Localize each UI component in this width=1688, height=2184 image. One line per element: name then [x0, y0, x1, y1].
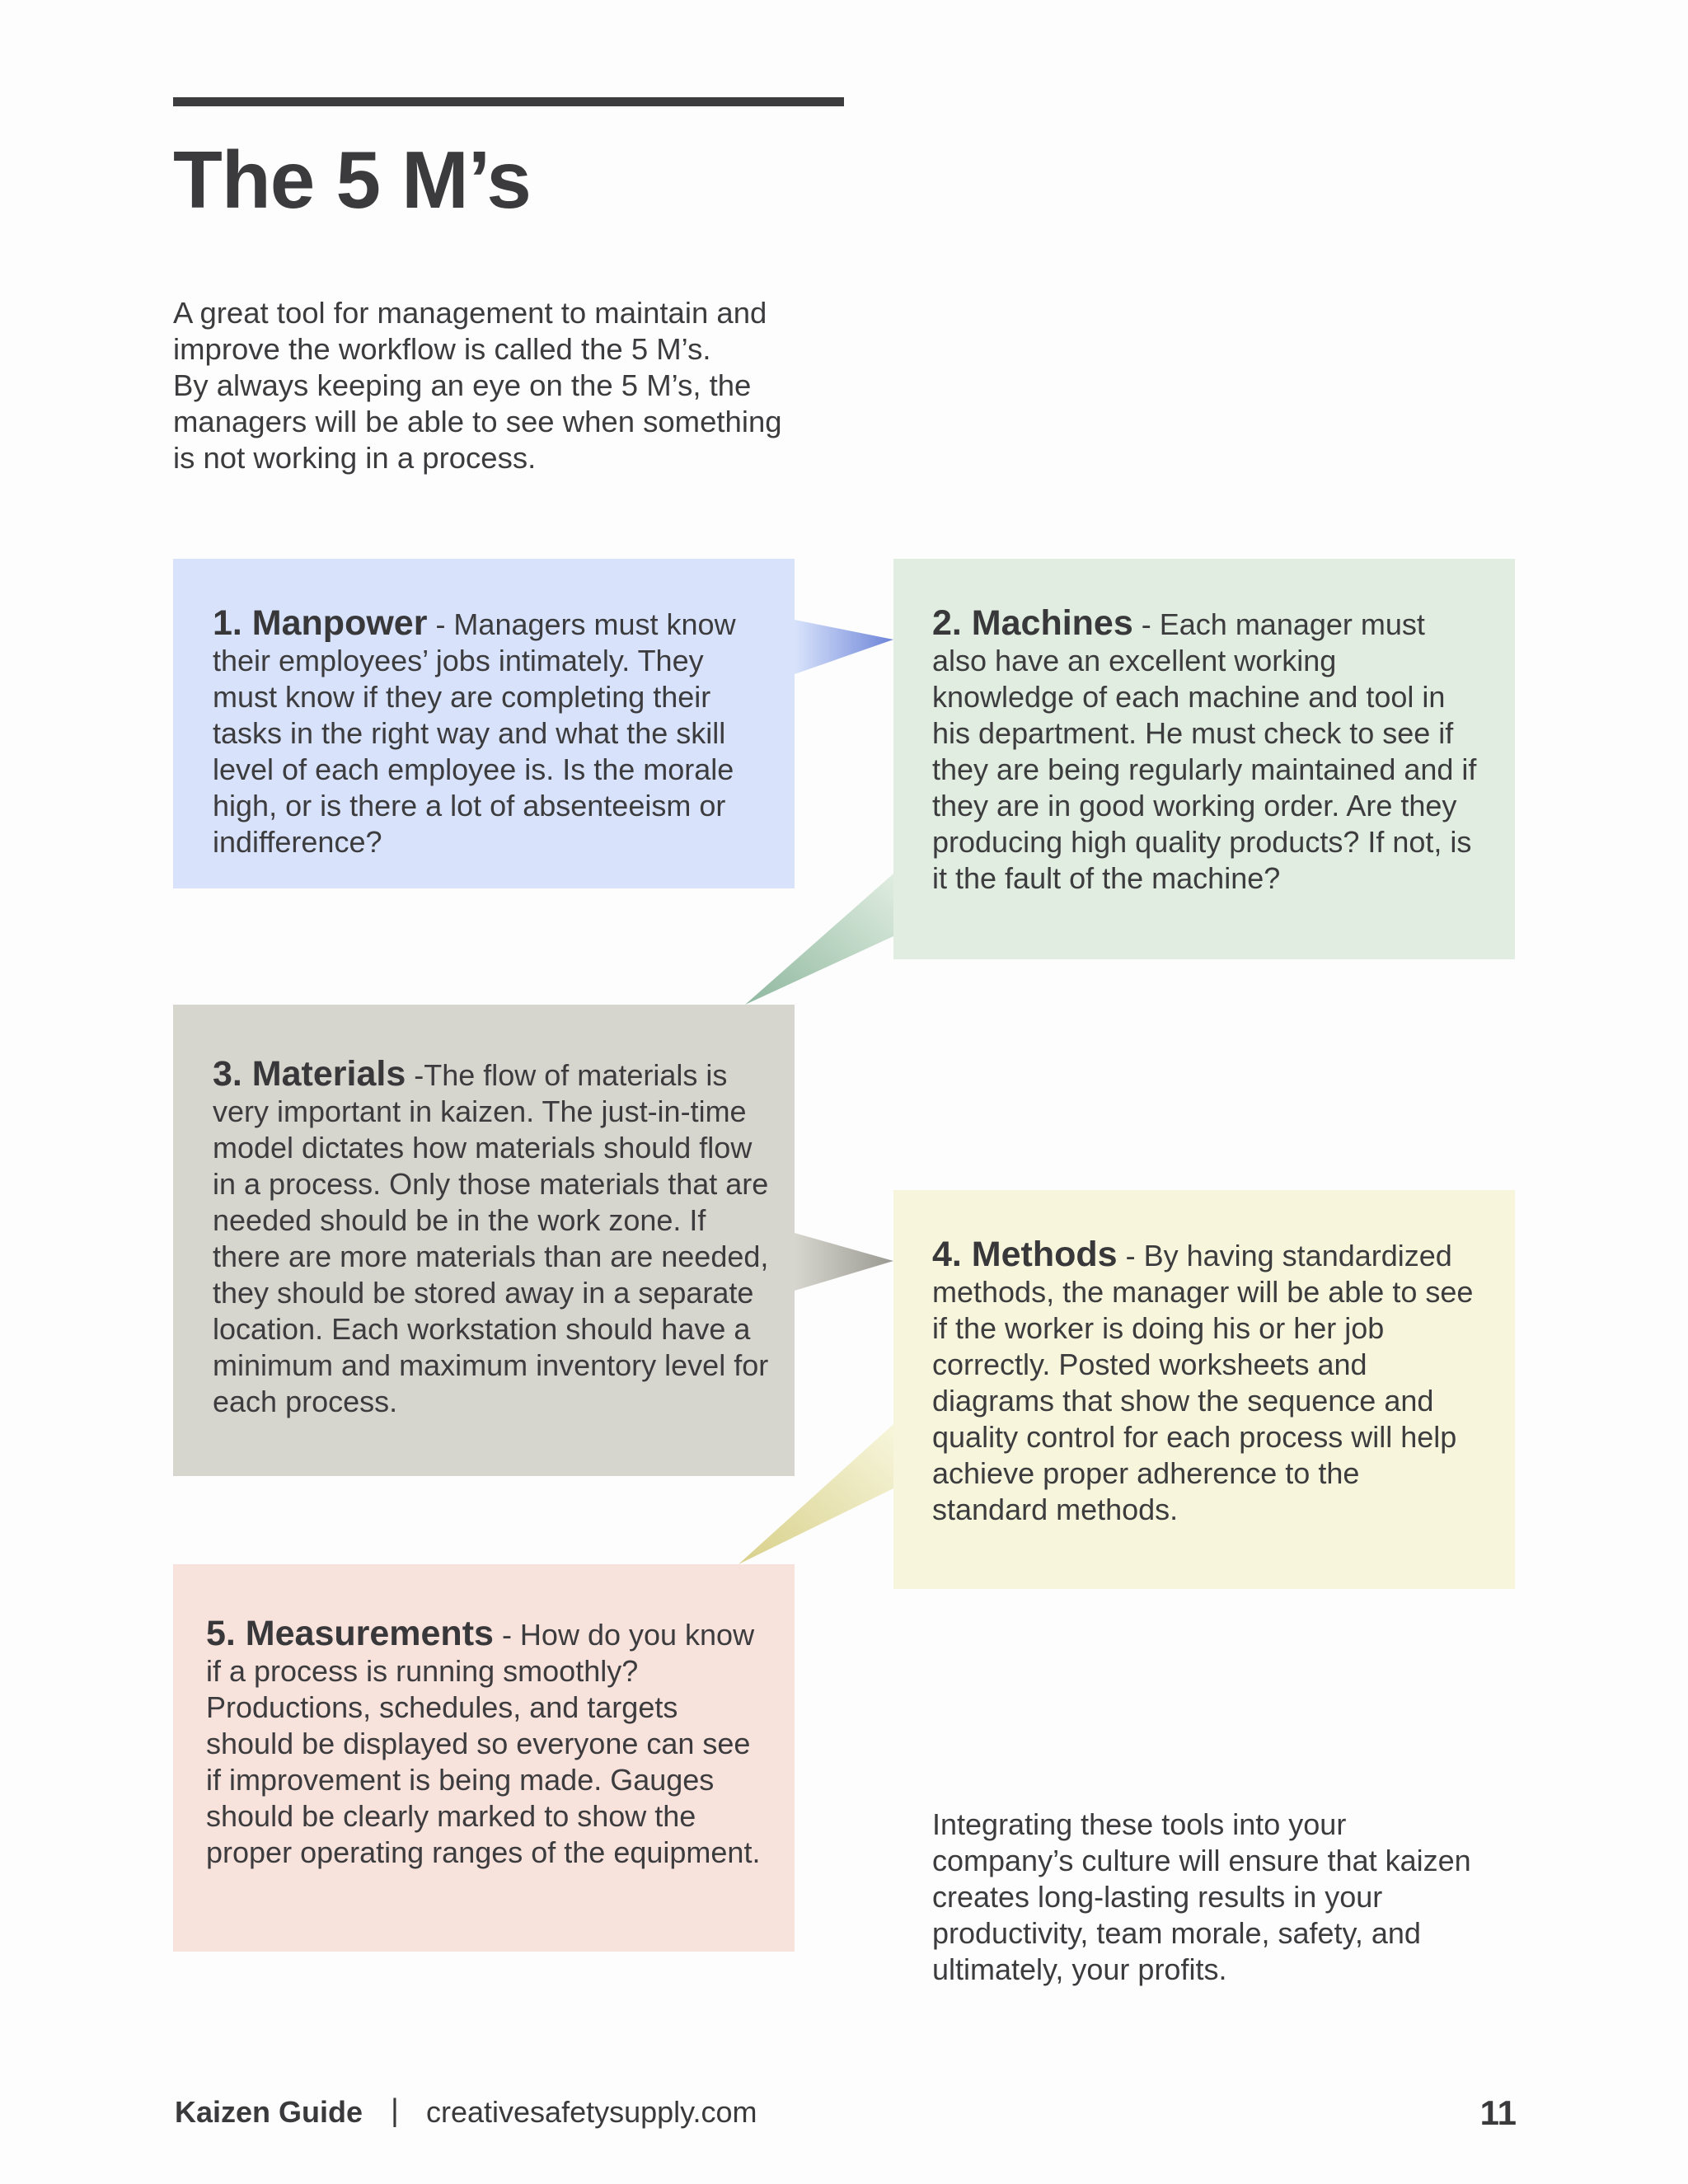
- methods-description: - By having standardized methods, the manager will be able to see if the worker is doing his or her job correctly. Posted worksheets and diagrams that show the sequence and quality control for each process will help achieve proper adherence to the standard methods.: [932, 1239, 1474, 1526]
- methods-text: [932, 1236, 1482, 1528]
- methods-heading: 4. Methods: [932, 1235, 1118, 1274]
- machines-box: [893, 559, 1515, 959]
- connector-machines-materials: [745, 874, 893, 1005]
- page-title: The 5 M’s: [173, 134, 531, 225]
- materials-box: [173, 1005, 795, 1476]
- measurements-heading: 5. Measurements: [206, 1614, 494, 1653]
- measurements-text: [206, 1615, 762, 1871]
- footer-url[interactable]: creativesafetysupply.com: [426, 2095, 757, 2129]
- manpower-heading: 1. Manpower: [213, 603, 428, 643]
- connector-manpower-machines: [795, 620, 893, 674]
- page-number: 11: [1479, 2093, 1517, 2132]
- footer-separator: |: [391, 2093, 399, 2128]
- closing-paragraph: Integrating these tools into your company’s culture will ensure that kaizen creates long-lasting results in your productivity, team morale, safety, and ultimately, your profits.: [932, 1807, 1471, 1986]
- measurements-box: [173, 1564, 795, 1952]
- materials-text: [213, 1056, 770, 1420]
- materials-heading: 3. Materials: [213, 1054, 406, 1094]
- manpower-text: [213, 605, 762, 860]
- title-rule: [173, 97, 844, 106]
- methods-box: [893, 1190, 1515, 1589]
- manpower-box: [173, 559, 795, 888]
- materials-description: -The flow of materials is very important in kaizen. The just-in-time model dictates how materials should flow in a process. Only those materials that are needed should be in the work zone. If there are more materials than are needed, they should be stored away in a separate location. Each workstation should have a minimum and maximum inventory level for each process.: [213, 1058, 769, 1418]
- footer-title: Kaizen Guide: [175, 2095, 363, 2129]
- manpower-description: - Managers must know their employees’ jobs intimately. They must know if they are completing their tasks in the right way and what the skill level of each employee is. Is the morale high, or is there a lot of absenteeism or indifference?: [213, 607, 736, 859]
- intro-paragraph: A great tool for management to maintain and improve the workflow is called the 5 M’s. By always keeping an eye on the 5 M’s, the managers will be able to see when something is not working in a process.: [173, 296, 782, 475]
- connector-materials-methods: [795, 1233, 893, 1291]
- measurements-description: - How do you know if a process is running smoothly? Productions, schedules, and targets should be displayed so everyone can see if improvement is being made. Gauges should be clearly marked to show the proper operating ranges of the equipment.: [206, 1618, 761, 1869]
- machines-heading: 2. Machines: [932, 603, 1133, 643]
- machines-description: - Each manager must also have an excellent working knowledge of each machine and tool in his department. He must check to see if they are being regularly maintained and if they are in good working order. Are they producing high quality products? If not, is it the fault of the machine?: [932, 607, 1477, 895]
- machines-text: [932, 605, 1482, 897]
